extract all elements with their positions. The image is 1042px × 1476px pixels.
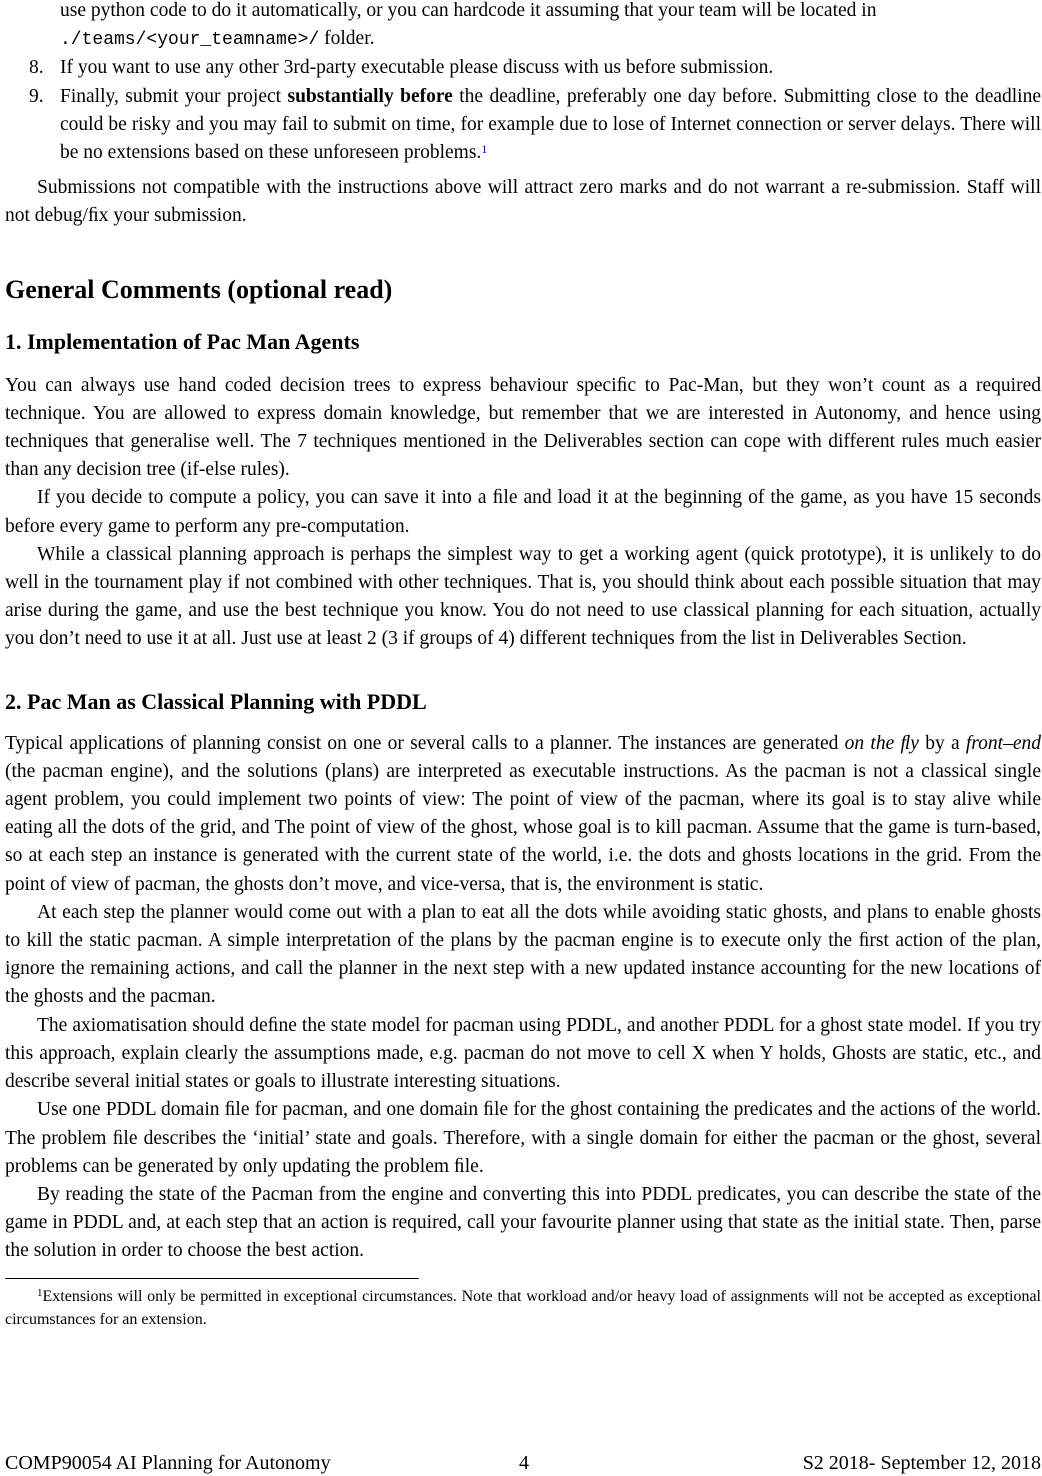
item9-bold: substantially before xyxy=(287,85,453,107)
paragraph-text: (the pacman engine), and the solutions (plans) are interpreted as executable instructions. As the pacman is not a classical single agent problem, you could implement two points of view: The point of view of the pacman, where its goal is to stay alive while eating all the dots of the grid, and The point of view of the ghost, whose goal is to kill pacman. Assume that the game is turn-based, so at each step an instance is generated with the current state of the world, i.e. the dots and ghosts locations in the grid. From the point of view of pacman, the ghosts don’t move, and vice-versa, that is, the environment is static. xyxy=(5,760,1041,895)
item9-text-b: the deadline, preferably one day before. Submitting close to the deadline could be risky and you may fail to submit on time, for example due to lose of Internet connection or server delays. There will be no extensions based on these unforeseen problems. xyxy=(60,85,1042,164)
list-item-9 xyxy=(5,83,1041,168)
item9-text-a: Finally, submit your project xyxy=(60,85,288,107)
document-page xyxy=(5,0,1041,1331)
paragraph-text: Typical applications of planning consist on one or several calls to a planner. The instances are generated xyxy=(5,732,845,754)
footnote-link[interactable]: 1 xyxy=(481,142,488,157)
subsection-title-implementation: 1. Implementation of Pac Man Agents xyxy=(5,328,360,354)
subsection-title-pddl: 2. Pac Man as Classical Planning with PDDL xyxy=(5,688,427,714)
emphasis-on-the-fly: on the ﬂy xyxy=(844,732,919,754)
paragraph xyxy=(5,730,1041,899)
footnote-divider xyxy=(5,1278,419,1279)
item7-folder-text: folder. xyxy=(319,28,375,50)
section-title-general-comments: General Comments (optional read) xyxy=(5,274,393,304)
footnote xyxy=(5,1285,1041,1331)
footer-date: S2 2018- September 12, 2018 xyxy=(802,1452,1041,1474)
item8-number: 8. xyxy=(29,57,44,79)
footnote-mark: 1 xyxy=(37,1286,43,1299)
list-item-7-continuation xyxy=(5,0,1041,54)
paragraph: While a classical planning approach is perhaps the simplest way to get a working agent (quick prototype), it is unlikely to do well in the tournament play if not combined with other techniques. That is, you should think about each possible situation that may arise during the game, and use the best technique you know. You do not need to use classical planning for each situation, actually you don’t need to use it at all. Just use at least 2 (3 if groups of 4) different techniques from the list in Deliverables Section. xyxy=(5,543,1041,650)
team-folder-path: ./teams/<your_teamname>/ xyxy=(60,30,320,51)
paragraph: The axiomatisation should deﬁne the state model for pacman using PDDL, and another PDDL for a ghost state model. If you try this approach, explain clearly the assumptions made, e.g. pacman do not move to cell X when Y holds, Ghosts are static, etc., and describe several initial states or goals to illustrate interesting situations. xyxy=(5,1014,1041,1093)
emphasis-front-end: front–end xyxy=(965,732,1041,754)
instruction-list xyxy=(5,0,1041,167)
paragraph: If you decide to compute a policy, you can save it into a ﬁle and load it at the beginning of the game, as you have 15 seconds before every game to perform any pre-computation. xyxy=(5,487,1041,537)
paragraph: You can always use hand coded decision trees to express behaviour speciﬁc to Pac-Man, but they won’t count as a required technique. You are allowed to express domain knowledge, but remember that we are interested in Autonomy, and hence using techniques that generalise well. The 7 techniques mentioned in the Deliverables section can cope with different rules much easier than any decision tree (if-else rules). xyxy=(5,374,1041,481)
paragraph: By reading the state of the Pacman from the engine and converting this into PDDL predicates, you can describe the state of the game in PDDL and, at each step that an action is required, call your favourite planner using that state as the initial state. Then, parse the solution in order to choose the best action. xyxy=(5,1183,1041,1262)
footnote-text: Extensions will only be permitted in exceptional circumstances. Note that workload and/or heavy load of assignments will not be accepted as exceptional circumstances for an extension. xyxy=(5,1287,1041,1328)
paragraph: At each step the planner would come out with a plan to eat all the dots while avoiding static ghosts, and plans to enable ghosts to kill the static pacman. A simple interpretation of the plans by the pacman engine is to execute only the ﬁrst action of the plan, ignore the remaining actions, and call the planner in the next step with a new updated instance accounting for the new locations of the ghosts and the pacman. xyxy=(5,901,1041,1008)
footer-course: COMP90054 AI Planning for Autonomy xyxy=(5,1452,331,1474)
item7-text: use python code to do it automatically, or you can hardcode it assuming that your team will be located in xyxy=(60,0,877,21)
footer-page-number: 4 xyxy=(519,1452,529,1474)
paragraph-text: by a xyxy=(918,732,966,754)
item8-text: If you want to use any other 3rd-party executable please discuss with us before submission. xyxy=(60,57,774,79)
item9-number: 9. xyxy=(29,85,44,107)
submissions-note: Submissions not compatible with the instructions above will attract zero marks and do not warrant a re-submission. Staff will not debug/ﬁx your submission. xyxy=(5,177,1041,227)
list-item-8 xyxy=(5,54,1041,82)
paragraph: Use one PDDL domain ﬁle for pacman, and one domain ﬁle for the ghost containing the predicates and the actions of the world. The problem ﬁle describes the ‘initial’ state and goals. Therefore, with a single domain for either the pacman or the ghost, several problems can be generated by only updating the problem ﬁle. xyxy=(5,1099,1041,1177)
